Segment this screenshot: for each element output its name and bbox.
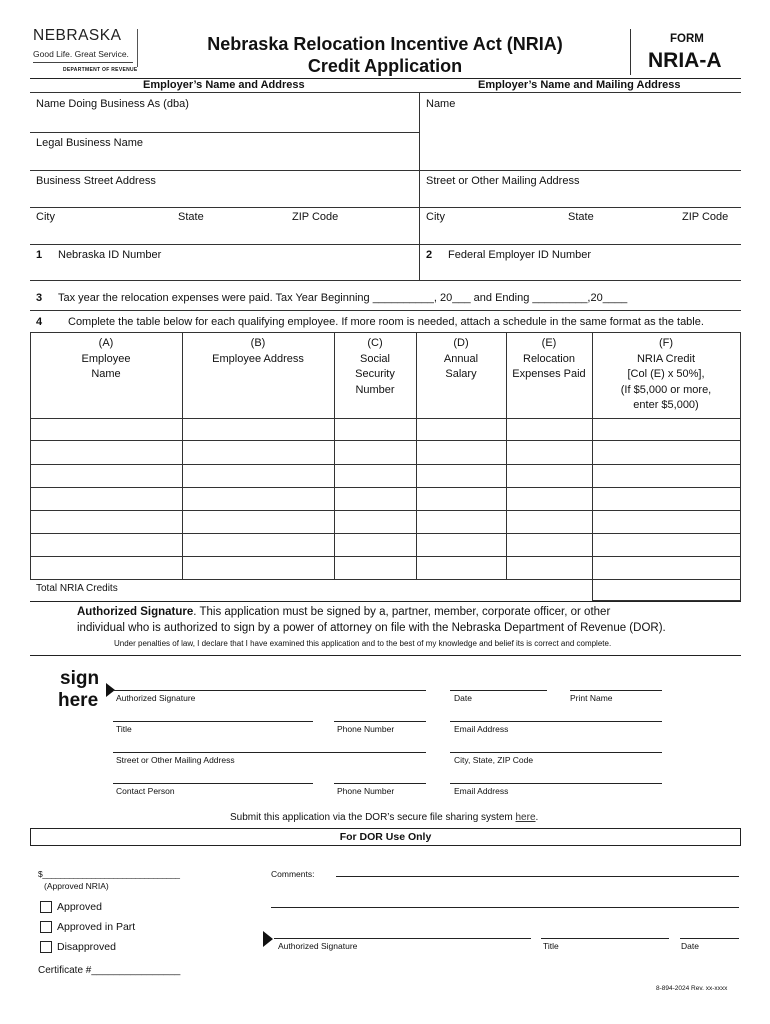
city-label: City	[36, 211, 55, 223]
logo-tagline: Good Life. Great Service.	[33, 49, 129, 59]
auth-text1: . This application must be signed by a, partner, member, corporate officer, or other	[193, 606, 611, 618]
email-label: Email Address	[454, 724, 509, 734]
business-city-field[interactable]	[30, 208, 419, 244]
here-link[interactable]: here	[515, 812, 536, 823]
disapproved-checkbox[interactable]	[40, 941, 52, 953]
col-d-header: (D) Annual Salary	[443, 337, 479, 380]
business-street-field[interactable]	[30, 171, 419, 207]
street-label: Street or Other Mailing Address	[116, 755, 235, 765]
fein-field[interactable]	[420, 245, 740, 280]
date-label: Date	[454, 693, 472, 703]
auth-heading: Authorized Signature	[77, 606, 194, 618]
approved-part-label: Approved in Part	[57, 921, 136, 933]
table-row[interactable]	[30, 534, 740, 556]
mailing-zip-label: ZIP Code	[682, 211, 729, 223]
auth-text2: individual who is authorized to sign by a power of attorney on file with the Nebraska Department of Revenue (DOR).	[77, 622, 666, 634]
form-title	[170, 33, 600, 77]
authorized-signature-label: Authorized Signature	[116, 693, 196, 703]
dor-date-line[interactable]	[680, 938, 739, 939]
legal-name-label: Legal Business Name	[36, 137, 144, 149]
dor-sign-arrow-icon	[263, 931, 273, 947]
table-row[interactable]	[30, 465, 740, 487]
line2-label: Federal Employer ID Number	[448, 249, 592, 261]
table-row[interactable]	[30, 441, 740, 464]
form-label: FORM	[670, 33, 704, 45]
contact-phone-label: Phone Number	[337, 786, 395, 796]
comments-line-1[interactable]	[336, 876, 739, 877]
business-street-label: Business Street Address	[36, 175, 156, 187]
mailing-state-label: State	[568, 211, 594, 223]
footer-code: 8-894-2024 Rev. xx-xxxx	[656, 985, 728, 992]
title-line1: Nebraska Relocation Incentive Act (NRIA)	[207, 34, 563, 54]
phone-line[interactable]	[334, 721, 426, 722]
table-row[interactable]	[30, 511, 740, 533]
contact-person-line[interactable]	[113, 783, 313, 784]
date-line[interactable]	[450, 690, 547, 691]
line4-number: 4	[36, 316, 43, 328]
sign-here-label: sign here	[58, 668, 100, 711]
mailing-city-label: City	[426, 211, 445, 223]
certificate-field[interactable]: Certificate #________________	[38, 965, 181, 976]
tax-year-text[interactable]: Tax year the relocation expenses were paid. Tax Year Beginning __________, 20___ and Ending _________,20____	[58, 292, 628, 304]
mailing-street-label: Street or Other Mailing Address	[426, 175, 580, 187]
nebraska-id-field[interactable]	[30, 245, 419, 280]
approved-amount-field[interactable]: $_______________________________	[38, 869, 180, 879]
print-name-label: Print Name	[570, 693, 613, 703]
approved-part-checkbox[interactable]	[40, 921, 52, 933]
phone-label: Phone Number	[337, 724, 395, 734]
dor-title-line[interactable]	[541, 938, 669, 939]
contact-phone-line[interactable]	[334, 783, 426, 784]
mailing-city-field[interactable]	[420, 208, 740, 244]
zip-label: ZIP Code	[292, 211, 339, 223]
employer-right-header: Employer’s Name and Mailing Address	[478, 79, 681, 91]
email-line[interactable]	[450, 721, 662, 722]
employee-table	[30, 332, 741, 602]
line3-number: 3	[36, 292, 43, 304]
title-line2: Credit Application	[307, 56, 463, 76]
col-a-header: (A) Employee Name	[81, 337, 131, 380]
col-b-header: (B) Employee Address	[212, 337, 304, 365]
contact-email-line[interactable]	[450, 783, 662, 784]
disapproved-label: Disapproved	[57, 941, 116, 953]
mailing-street-field[interactable]	[420, 171, 740, 207]
table-row[interactable]	[30, 488, 740, 510]
total-nria-label: Total NRIA Credits	[36, 583, 118, 594]
print-name-line[interactable]	[570, 690, 662, 691]
dor-heading-box	[30, 828, 741, 846]
mailing-name-field[interactable]	[420, 93, 740, 170]
employer-left-header: Employer’s Name and Address	[143, 79, 305, 91]
col-c-header: (C) Social Security Number	[355, 337, 395, 396]
contact-person-label: Contact Person	[116, 786, 175, 796]
logo-dept: DEPARTMENT OF REVENUE	[63, 67, 138, 73]
form-number: NRIA-A	[648, 49, 722, 72]
table-row[interactable]	[30, 419, 740, 440]
table-row[interactable]	[30, 557, 740, 579]
dba-field[interactable]	[30, 93, 419, 132]
city-state-zip-label: City, State, ZIP Code	[454, 755, 534, 765]
line2-number: 2	[426, 249, 433, 261]
state-label: State	[178, 211, 204, 223]
approved-label: Approved	[57, 901, 102, 913]
line1-label: Nebraska ID Number	[58, 249, 162, 261]
dba-label: Name Doing Business As (dba)	[36, 98, 189, 110]
city-state-zip-line[interactable]	[450, 752, 662, 753]
contact-email-label: Email Address	[454, 786, 509, 796]
authorized-signature-line[interactable]	[113, 690, 426, 691]
dor-heading: For DOR Use Only	[339, 831, 432, 843]
col-f-header: (F) NRIA Credit [Col (E) x 50%], (If $5,000 or more, enter $5,000)	[620, 337, 712, 411]
dor-signature-line[interactable]	[274, 938, 531, 939]
legal-name-field[interactable]	[30, 133, 419, 170]
dor-signature-label: Authorized Signature	[278, 941, 358, 951]
comments-line-2[interactable]	[271, 907, 739, 908]
line1-number: 1	[36, 249, 43, 261]
total-nria-field[interactable]	[593, 580, 740, 600]
logo-name: NEBRASKA	[33, 27, 122, 44]
auth-box	[30, 601, 741, 656]
mailing-name-label: Name	[426, 98, 456, 110]
line4-text: Complete the table below for each qualifying employee. If more room is needed, attach a schedule in the same format as the table.	[68, 316, 704, 328]
street-line[interactable]	[113, 752, 426, 753]
dor-date-label: Date	[681, 941, 699, 951]
col-e-header: (E) Relocation Expenses Paid	[512, 337, 586, 380]
comments-label: Comments:	[271, 869, 315, 879]
approved-checkbox[interactable]	[40, 901, 52, 913]
dor-title-label: Title	[543, 941, 559, 951]
submit-instructions: Submit this application via the DOR’s secure file sharing system here.	[230, 812, 539, 823]
penalty-text: Under penalties of law, I declare that I have examined this application and to the best of my knowledge and belief its is correct and complete.	[114, 639, 612, 648]
logo	[33, 27, 143, 77]
title-label: Title	[116, 724, 132, 734]
title-line[interactable]	[113, 721, 313, 722]
approved-nria-label: (Approved NRIA)	[44, 881, 109, 891]
